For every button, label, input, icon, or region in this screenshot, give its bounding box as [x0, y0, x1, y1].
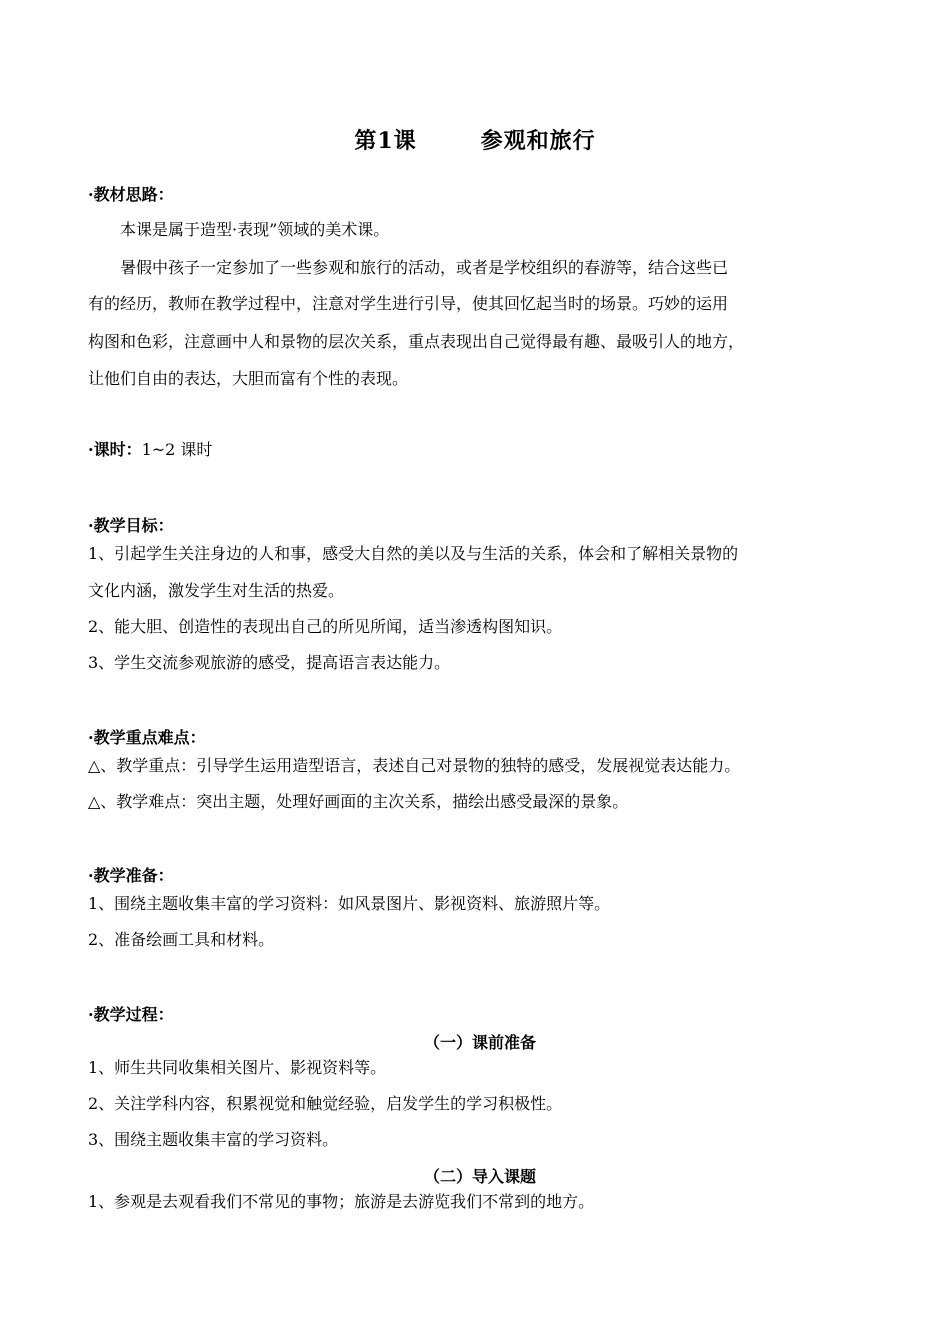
- goal-3: 3、学生交流参观旅游的感受，提高语言表达能力。: [88, 653, 451, 672]
- goals-heading: ·教学目标：: [88, 516, 174, 535]
- hours-line: [88, 439, 878, 461]
- materials-paragraph-2-line-3: 构图和色彩，注意画中人和景物的层次关系，重点表现出自己觉得最有趣、最吸引人的地方，: [88, 332, 745, 351]
- lesson-number: 第1课: [354, 128, 417, 154]
- process-part-1-item-2: 2、关注学科内容，积累视觉和触觉经验，启发学生的学习积极性。: [88, 1094, 563, 1113]
- goal-2: 2、能大胆、创造性的表现出自己的所见所闻，适当渗透构图知识。: [88, 617, 563, 636]
- process-part-1-title: （一）课前准备: [423, 1033, 536, 1052]
- lesson-name: 参观和旅行: [480, 128, 596, 154]
- page-title: [0, 124, 950, 155]
- process-part-1-item-3: 3、围绕主题收集丰富的学习资料。: [88, 1130, 339, 1149]
- keypoint-difficulty: △、教学难点：突出主题，处理好画面的主次关系，描绘出感受最深的景象。: [88, 792, 629, 811]
- materials-paragraph-2-line-4: 让他们自由的表达，大胆而富有个性的表现。: [88, 369, 409, 388]
- hours-heading: ·课时：: [88, 440, 142, 459]
- prep-heading: ·教学准备：: [88, 866, 174, 885]
- process-heading: ·教学过程：: [88, 1005, 174, 1024]
- prep-item-1: 1、围绕主题收集丰富的学习资料：如风景图片、影视资料、旅游照片等。: [88, 894, 611, 913]
- materials-heading: ·教材思路：: [88, 185, 174, 204]
- process-part-1-item-1: 1、师生共同收集相关图片、影视资料等。: [88, 1058, 387, 1077]
- materials-paragraph-2-line-1: 暑假中孩子一定参加了一些参观和旅行的活动，或者是学校组织的春游等，结合这些已: [120, 258, 729, 277]
- keypoints-heading: ·教学重点难点：: [88, 728, 206, 747]
- goal-1-line-2: 文化内涵，激发学生对生活的热爱。: [88, 581, 345, 600]
- process-part-2-item-1: 1、参观是去观看我们不常见的事物；旅游是去游览我们不常到的地方。: [88, 1192, 595, 1211]
- keypoint-focus: △、教学重点：引导学生运用造型语言，表述自己对景物的独特的感受，发展视觉表达能力。: [88, 756, 741, 775]
- goal-1-line-1: 1、引起学生关注身边的人和事，感受大自然的美以及与生活的关系，体会和了解相关景物的: [88, 544, 739, 563]
- prep-item-2: 2、准备绘画工具和材料。: [88, 930, 275, 949]
- materials-paragraph-2-line-2: 有的经历，教师在教学过程中，注意对学生进行引导，使其回忆起当时的场景。巧妙的运用: [88, 294, 729, 313]
- hours-value: 1~2 课时: [141, 440, 213, 459]
- materials-paragraph-1: 本课是属于造型·表现”领域的美术课。: [120, 220, 390, 239]
- process-part-2-title: （二）导入课题: [423, 1167, 536, 1186]
